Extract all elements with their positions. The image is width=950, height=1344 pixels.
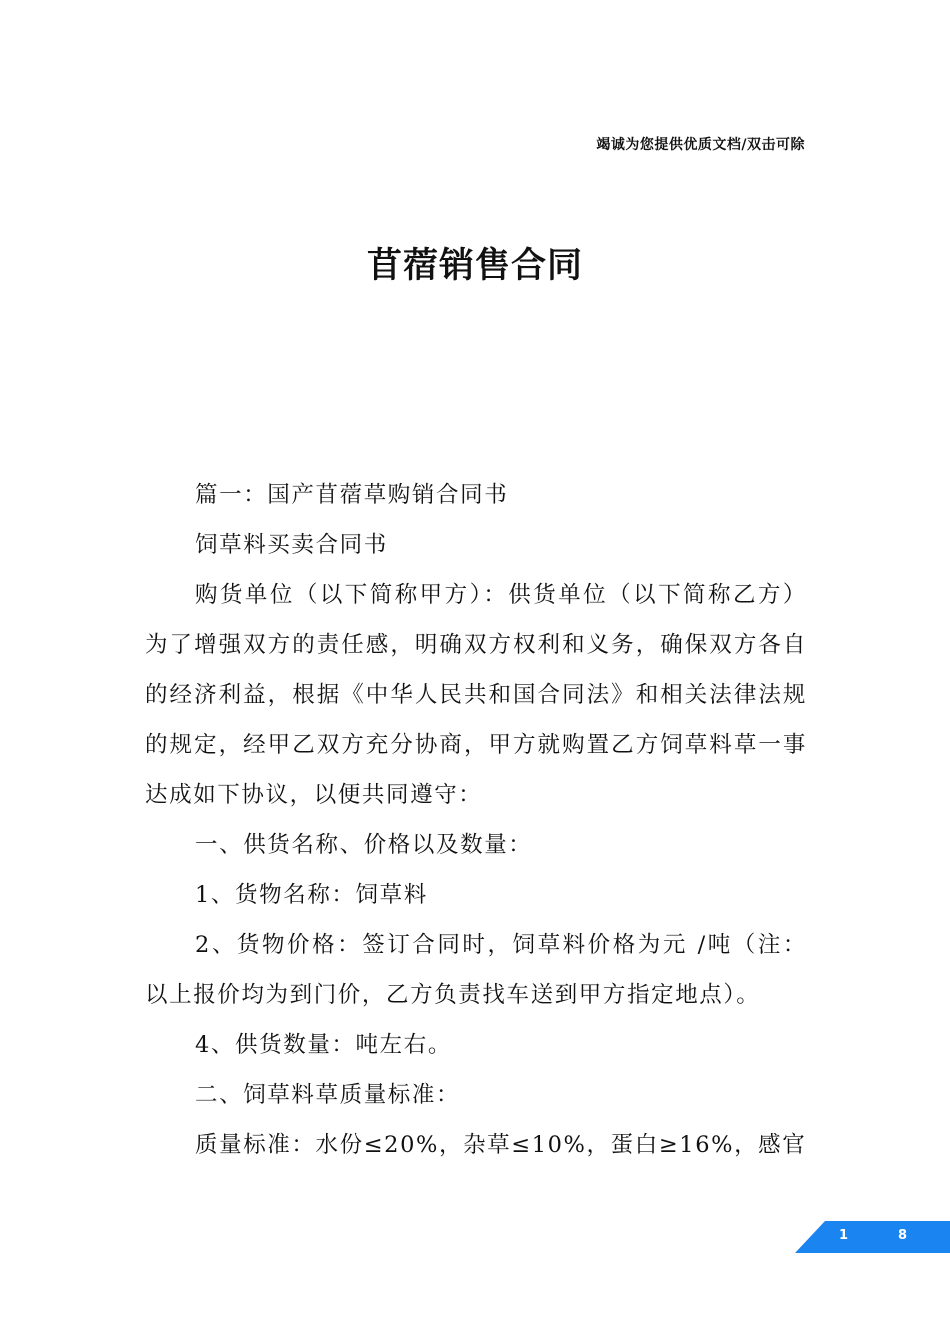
paragraph-section-two: 二、饲草料草质量标准： [195, 1082, 461, 1108]
document-body [145, 470, 807, 1170]
paragraph-intro: 购货单位（以下简称甲方）：供货单位（以下简称乙方）为了增强双方的责任感，明确双方权利和义务，确保双方各自的经济利益，根据《中华人民共和国合同法》和相关法律法规的规定，经甲乙双方充分协商，甲方就购置乙方饲草料草一事达成如下协议，以便共同遵守： [145, 582, 807, 808]
paragraph-quality-standard: 质量标准：水份≤20%，杂草≤10%，蛋白≥16%，感官 [195, 1132, 807, 1158]
paragraph-supply-quantity: 4、供货数量：吨左右。 [195, 1032, 452, 1058]
paragraph-goods-name: 1、货物名称：饲草料 [195, 882, 428, 908]
header-note: 竭诚为您提供优质文档/双击可除 [596, 137, 805, 153]
paragraph-goods-price: 2、货物价格：签订合同时，饲草料价格为元 /吨（注：以上报价均为到门价，乙方负责找车送到甲方指定地点）。 [145, 932, 807, 1008]
page-current-number: 1 [839, 1228, 849, 1243]
page-total-number: 8 [898, 1228, 908, 1243]
paragraph-heading-part-one: 篇一：国产苜蓿草购销合同书 [195, 482, 509, 508]
paragraph-section-one: 一、供货名称、价格以及数量： [195, 832, 533, 858]
page-indicator-badge [795, 1221, 950, 1253]
paragraph-subtitle: 饲草料买卖合同书 [195, 532, 388, 558]
document-title: 苜蓿销售合同 [366, 246, 583, 286]
